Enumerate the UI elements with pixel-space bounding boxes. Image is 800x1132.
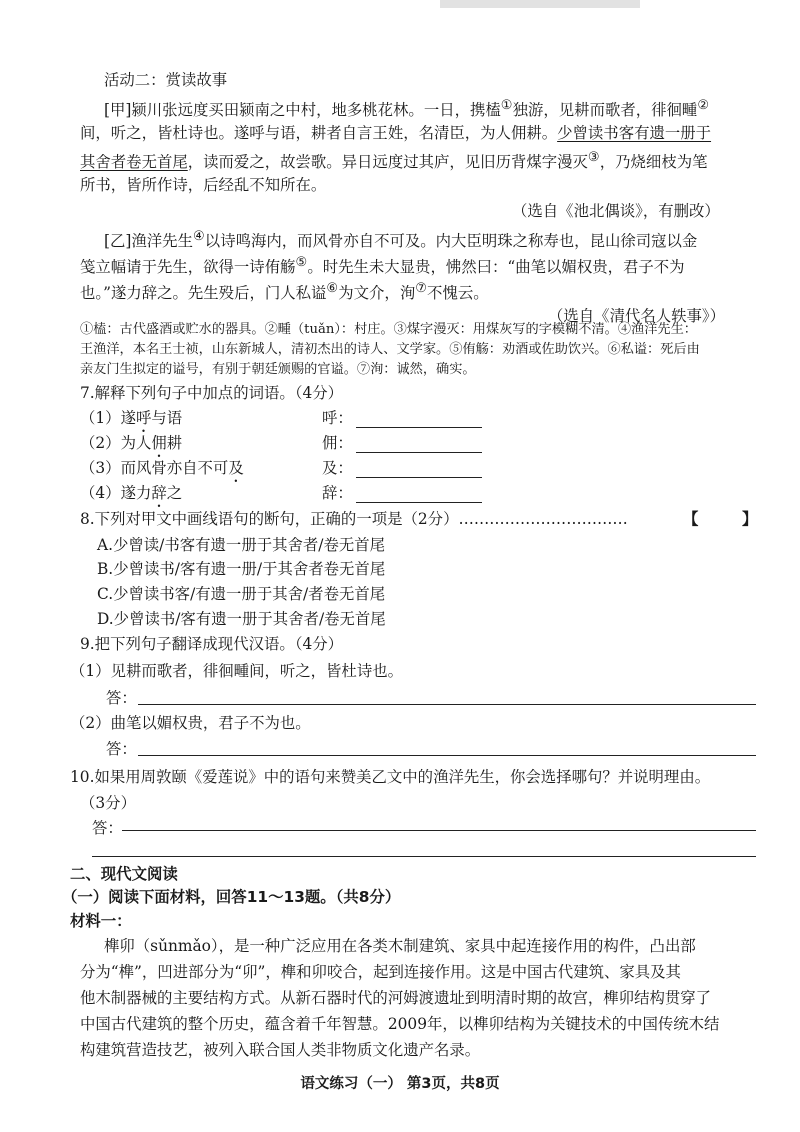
q10-answer-line-1[interactable] <box>122 830 756 831</box>
jia-line-1: [甲]颍川张远度买田颍南之中村，地多桃花林。一日，携榼①独游，见耕而歌者，徘徊畽② <box>104 98 710 120</box>
section2-title: 二、现代文阅读 <box>70 865 178 883</box>
dotted-word: 佣 <box>151 434 167 452</box>
q7-stem: 7.解释下列句子中加点的词语。（4分） <box>80 384 344 402</box>
page-footer: 语文练习（一） 第3页，共8页 <box>300 1076 500 1092</box>
underlined-sentence: 少曾读书客有遗一册于 <box>557 124 712 142</box>
jia-source: （选自《池北偶谈》，有删改） <box>512 202 720 220</box>
q10-answer-label: 答： <box>92 819 123 837</box>
yi-source: （选自《清代名人轶事》） <box>548 307 725 325</box>
q7-answer-blank-3[interactable] <box>356 477 482 478</box>
q7-item-3: （3）而风骨亦自不可及 <box>80 459 244 477</box>
q8-option-b: B.少曾读书/客有遗一册/于其舍者卷无首尾 <box>97 560 386 578</box>
jia-line-4: 所书，皆所作诗，后经乱不知所在。 <box>80 176 327 194</box>
q8-bracket-left: 【 <box>683 510 699 528</box>
q8-stem: 8.下列对甲文中画线语句的断句，正确的一项是（2分）…………………………… <box>80 510 628 528</box>
q9-stem: 9.把下列句子翻译成现代汉语。（4分） <box>80 635 344 653</box>
q9-answer-label-2: 答： <box>106 740 137 758</box>
yi-line-3: 也。”遂力辞之。先生殁后，门人私谥⑥为文介，洵⑦不愧云。 <box>80 281 489 303</box>
q9-answer-line-1[interactable] <box>138 704 756 705</box>
q7-answer-blank-2[interactable] <box>356 452 482 453</box>
note-ref: ⑦ <box>415 281 428 296</box>
note-ref: ① <box>500 98 513 113</box>
q10-stem: 10.如果用周敦颐《爱莲说》中的语句来赞美乙文中的渔洋先生，你会选择哪句？并说明理由。 <box>70 768 711 786</box>
jia-line-2: 间，听之，皆杜诗也。遂呼与语，耕者自言王姓，名清臣，为人佣耕。少曾读书客有遗一册于 <box>80 124 712 142</box>
footnote-line-2: 王渔洋，本名王士祯，山东新城人，清初杰出的诗人、文学家。⑤侑觞：劝酒或佐助饮兴。⑥私谥：死后由 <box>80 342 700 357</box>
section2-subtitle: （一）阅读下面材料，回答11～13题。（共8分） <box>62 888 401 906</box>
q7-label-1: 呼： <box>322 409 353 427</box>
activity-title: 活动二：赏读故事 <box>104 71 228 89</box>
q7-label-4: 辞： <box>322 484 353 502</box>
q7-item-2: （2）为人佣耕 <box>80 434 183 452</box>
note-ref: ② <box>697 98 710 113</box>
q8-answer-box[interactable] <box>702 526 738 542</box>
q8-option-c: C.少曾读书客/有遗一册于其舍/者卷无首尾 <box>97 585 386 603</box>
q7-answer-blank-4[interactable] <box>356 502 482 503</box>
underlined-sentence: 其舍者卷无首尾 <box>80 153 188 172</box>
dotted-word: 辞 <box>151 484 167 502</box>
dotted-word: 及 <box>228 459 244 477</box>
note-ref: ④ <box>192 229 205 244</box>
q10-answer-line-2[interactable] <box>92 856 756 857</box>
note-ref: ⑤ <box>295 255 308 270</box>
dotted-word: 呼 <box>135 409 152 427</box>
q9-sentence-2: （2）曲笔以媚权贵，君子不为也。 <box>70 714 311 732</box>
footnote-line-1: ①榼：古代盛酒或贮水的器具。②畽（tuǎn）：村庄。③煤字漫灭：用煤灰写的字模糊不清。④渔洋先生： <box>80 322 697 337</box>
material-line-2: 分为“榫”，凹进部分为“卯”，榫和卯咬合，起到连接作用。这是中国古代建筑、家具及其 <box>80 963 681 981</box>
material-label: 材料一： <box>70 912 132 930</box>
yi-line-2: 笺立幅请于先生，欲得一诗侑觞⑤。时先生未大显贵，怫然曰：“曲笔以媚权贵，君子不为 <box>80 255 685 277</box>
q9-sentence-1: （1）见耕而歌者，徘徊畽间，听之，皆杜诗也。 <box>70 662 403 680</box>
q8-option-d: D.少曾读书/客有遗一册于其舍者/卷无首尾 <box>97 610 386 628</box>
jia-line-3: 其舍者卷无首尾，读而爱之，故尝歌。异日远度过其庐，见旧历背煤字漫灭③，乃烧细枝为笔 <box>80 150 708 172</box>
q9-answer-line-2[interactable] <box>138 755 756 756</box>
scan-artifact <box>440 0 640 8</box>
q7-item-4: （4）遂力辞之 <box>80 484 183 502</box>
q7-label-2: 佣： <box>322 434 353 452</box>
footnote-line-3: 亲友门生拟定的谥号，有别于朝廷颁赐的官谥。⑦洵：诚然，确实。 <box>80 362 476 377</box>
note-ref: ⑥ <box>326 281 339 296</box>
material-line-3: 他木制器械的主要结构方式。从新石器时代的河姆渡遗址到明清时期的故宫，榫卯结构贯穿了 <box>80 989 712 1007</box>
q8-option-a: A.少曾读/书客有遗一册于其舍者/卷无首尾 <box>97 536 386 554</box>
q8-bracket-right: 】 <box>742 510 758 528</box>
q7-label-3: 及： <box>322 459 353 477</box>
material-line-5: 构建筑营造技艺，被列入联合国人类非物质文化遗产名录。 <box>80 1041 481 1059</box>
q9-answer-label-1: 答： <box>106 689 137 707</box>
yi-line-1: [乙]渔洋先生④以诗鸣海内，而风骨亦自不可及。内大臣明珠之称寿也，昆山徐司寇以金 <box>104 229 698 251</box>
q7-answer-blank-1[interactable] <box>356 427 482 428</box>
note-ref: ③ <box>587 150 600 165</box>
q7-item-1: （1）遂呼与语 <box>80 409 183 427</box>
material-line-4: 中国古代建筑的整个历史，蕴含着千年智慧。2009年，以榫卯结构为关键技术的中国传统木结 <box>80 1015 720 1033</box>
q10-score: （3分） <box>80 794 136 812</box>
material-line-1: 榫卯（sǔnmǎo），是一种广泛应用在各类木制建筑、家具中起连接作用的构件，凸出部 <box>104 937 696 955</box>
